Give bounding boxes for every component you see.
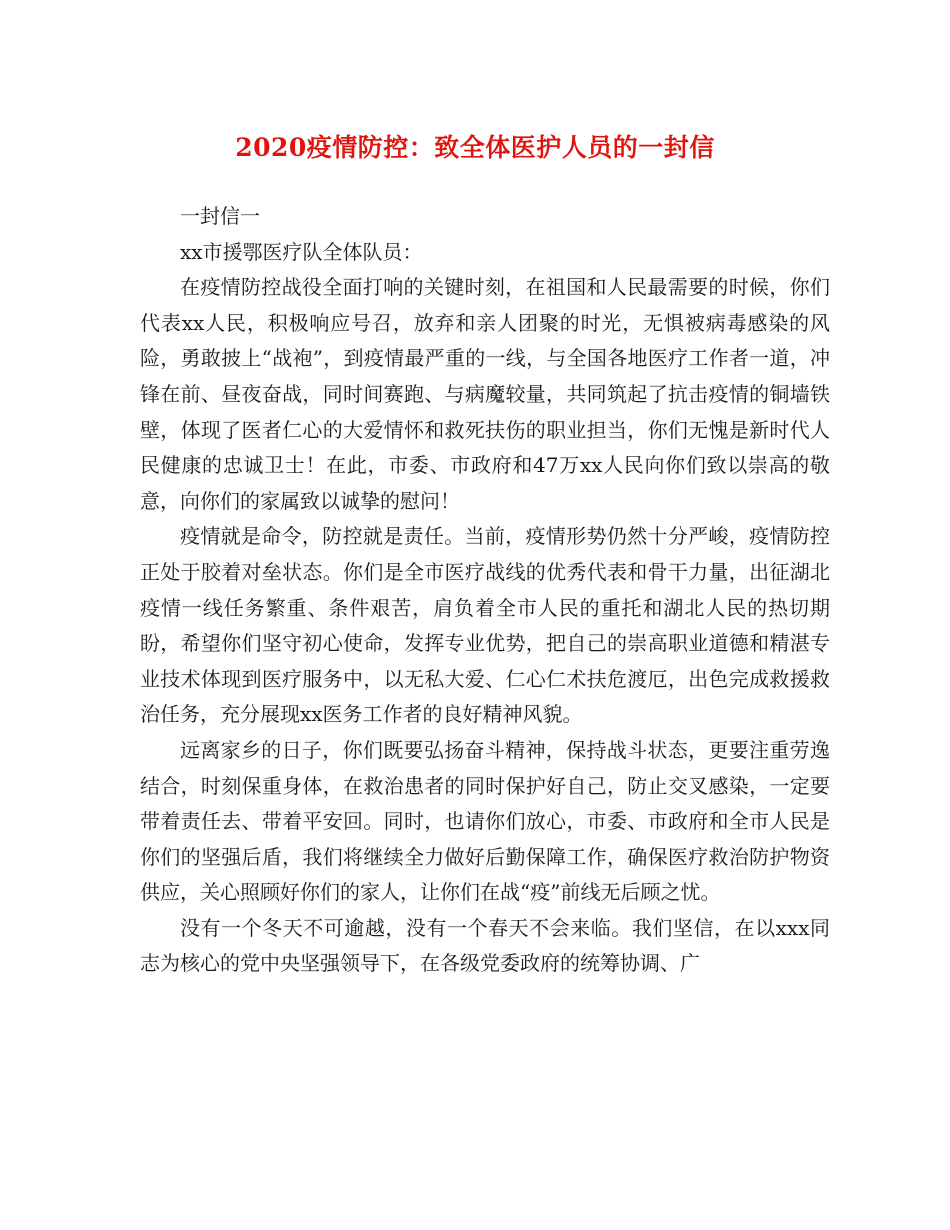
letter-paragraph: 远离家乡的日子，你们既要弘扬奋斗精神，保持战斗状态，更要注重劳逸结合，时刻保重身体，在救治患者的同时保护好自己，防止交叉感染，一定要带着责任去、带着平安回。同时，也请你们放心，市委、市政府和全市人民是你们的坚强后盾，我们将继续全力做好后勤保障工作，确保医疗救治防护物资供应，关心照顾好你们的家人，让你们在战“疫”前线无后顾之忧。 xyxy=(140,737,830,905)
document-title: 2020疫情防控：致全体医护人员的一封信 xyxy=(235,133,715,162)
letter-paragraph: 疫情就是命令，防控就是责任。当前，疫情形势仍然十分严峻，疫情防控正处于胶着对垒状态。你们是全市医疗战线的优秀代表和骨干力量，出征湖北疫情一线任务繁重、条件艰苦，肩负着全市人民的重托和湖北人民的热切期盼，希望你们坚守初心使命，发挥专业优势，把自己的崇高职业道德和精湛专业技术体现到医疗服务中，以无私大爱、仁心仁术扶危渡厄，出色完成救援救治任务，充分展现xx医务工作者的良好精神风貌。 xyxy=(140,524,830,727)
letter-paragraph: 没有一个冬天不可逾越，没有一个春天不会来临。我们坚信，在以xxx同志为核心的党中央坚强领导下，在各级党委政府的统筹协调、广 xyxy=(140,915,830,976)
letter-salutation: xx市援鄂医疗队全体队员： xyxy=(180,239,423,264)
letter-paragraph: 在疫情防控战役全面打响的关键时刻，在祖国和人民最需要的时候，你们代表xx人民，积极响应号召，放弃和亲人团聚的时光，无惧被病毒感染的风险，勇敢披上“战袍”，到疫情最严重的一线，与全国各地医疗工作者一道，冲锋在前、昼夜奋战，同时间赛跑、与病魔较量，共同筑起了抗击疫情的铜墙铁壁，体现了医者仁心的大爱情怀和救死扶伤的职业担当，你们无愧是新时代人民健康的忠诚卫士！在此，市委、市政府和47万xx人民向你们致以崇高的敬意，向你们的家属致以诚挚的慰问！ xyxy=(140,275,830,513)
letter-body xyxy=(140,199,830,982)
letter-subtitle: 一封信一 xyxy=(180,204,260,228)
